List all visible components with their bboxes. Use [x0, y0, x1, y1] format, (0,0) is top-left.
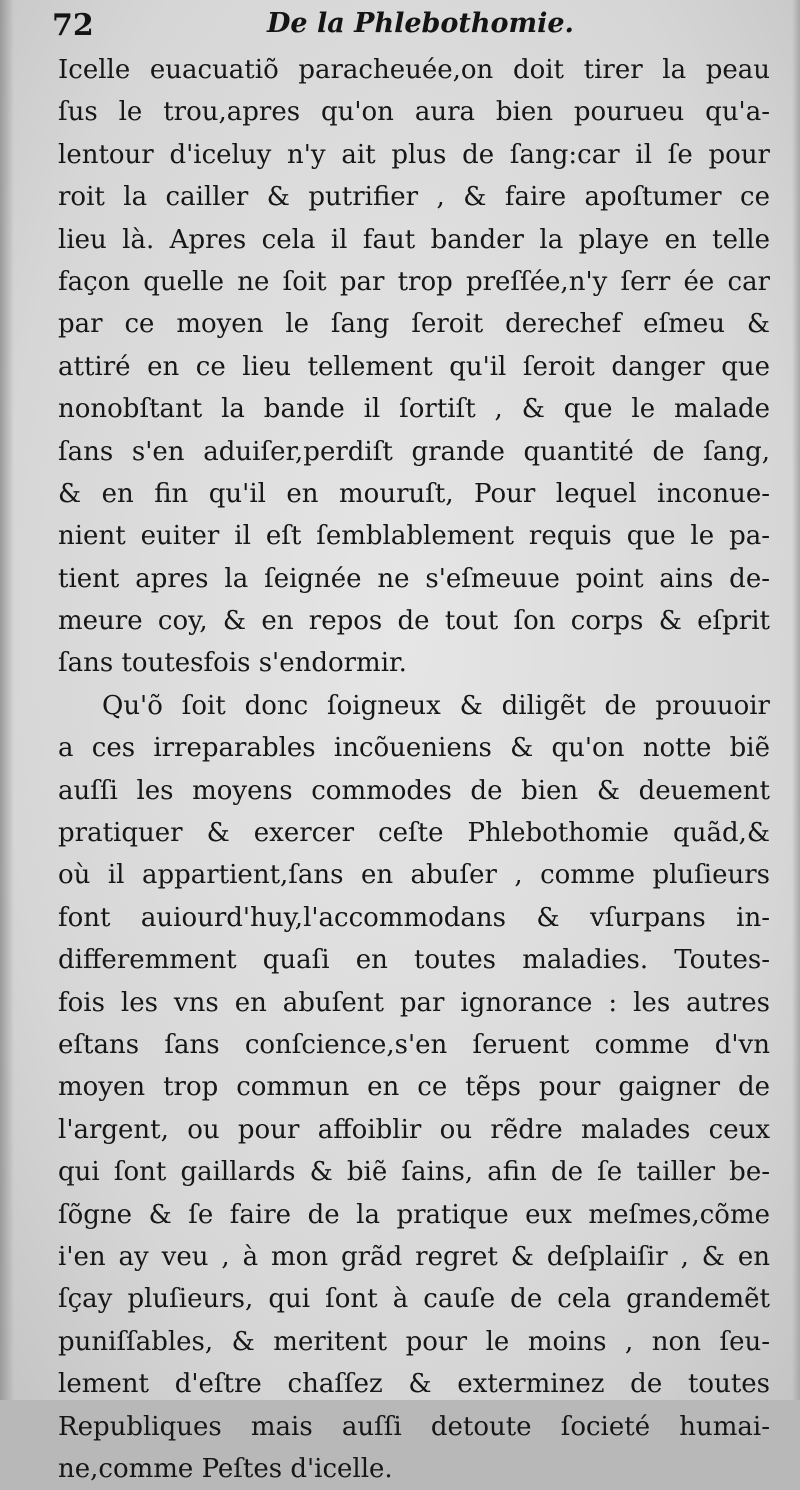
text-line: Icelle euacuatiõ paracheuée,on doit tirer la peau: [58, 55, 770, 85]
text-line: fois les vns en abuſent par ignorance : les autres: [58, 987, 770, 1018]
text-line: lement d'eſtre chaſſez & exterminez de toutes: [58, 1369, 770, 1400]
text-line: roit la cailler & putrifier , & faire apoſtumer ce: [58, 182, 770, 213]
text-line: ſans s'en aduiſer,perdiſt grande quantité de ſang,: [58, 436, 770, 467]
page-edge-shadow: [792, 0, 800, 1400]
running-title: De la Phlebothomie.: [267, 8, 574, 39]
text-line: l'argent, ou pour affoiblir ou rẽdre malades ceux: [58, 1114, 770, 1145]
text-line: lieu là. Apres cela il faut bander la playe en telle: [58, 224, 770, 255]
text-line: lentour d'iceluy n'y ait plus de ſang:car il ſe pour: [58, 139, 770, 170]
text-line: a ces irreparables incõueniens & qu'on notte biẽ: [58, 733, 770, 764]
text-line: nient euiter il eſt ſemblablement requis que le pa-: [58, 521, 770, 552]
body-text: [58, 49, 770, 1490]
paragraph-start-line: Qu'õ ſoit donc ſoigneux & diligẽt de prouuoir: [102, 690, 770, 721]
page-number: 72: [52, 8, 94, 43]
text-line: pratiquer & exercer ceſte Phlebothomie quãd,&: [58, 818, 770, 849]
page-header: [52, 2, 760, 44]
text-line: differemment quaſi en toutes maladies. Toutes-: [58, 945, 770, 976]
text-line: ſçay pluſieurs, qui ſont à cauſe de cela grandemẽt: [58, 1284, 770, 1315]
text-line: ſõgne & ſe faire de la pratique eux meſmes,cõme: [58, 1199, 770, 1230]
text-line: Republiques mais auſſi detoute ſocieté humai-: [58, 1411, 770, 1442]
text-line: puniſſables, & meritent pour le moins , non ſeu-: [58, 1326, 770, 1357]
text-line: & en fin qu'il en mouruſt, Pour lequel inconue-: [58, 478, 770, 509]
text-line: nonobſtant la bande il ſortiſt , & que le malade: [58, 394, 770, 425]
text-line: façon quelle ne ſoit par trop preſſée,n'y ſerr ée car: [58, 266, 770, 297]
text-line: tient apres la ſeignée ne s'eſmeuue point ains de-: [58, 563, 770, 594]
text-line: eſtans ſans conſcience,s'en ſeruent comme d'vn: [58, 1029, 770, 1060]
text-line: par ce moyen le ſang ſeroit derechef eſmeu &: [58, 309, 770, 340]
text-line: ſus le trou,apres qu'on aura bien pourueu qu'a-: [58, 97, 770, 128]
text-line: auſſi les moyens commodes de bien & deuement: [58, 775, 770, 806]
text-line: moyen trop commun en ce tẽps pour gaigner de: [58, 1072, 770, 1103]
text-line: font auiourd'huy,l'accommodans & vſurpans in-: [58, 902, 770, 933]
text-line: attiré en ce lieu tellement qu'il ſeroit danger que: [58, 351, 770, 382]
paragraph-end-line: ſans toutesfois s'endormir.: [58, 648, 407, 679]
text-line: où il appartient,ſans en abuſer , comme pluſieurs: [58, 860, 770, 891]
paragraph-end-line: ne,comme Peſtes d'icelle.: [58, 1453, 393, 1484]
text-line: qui ſont gaillards & biẽ ſains, afin de ſe tailler be-: [58, 1157, 770, 1188]
text-line: meure coy, & en repos de tout ſon corps & eſprit: [58, 606, 770, 637]
text-line: i'en ay veu , à mon grãd regret & deſplaiſir , & en: [58, 1241, 770, 1272]
page-gutter-shadow: [0, 0, 14, 1400]
